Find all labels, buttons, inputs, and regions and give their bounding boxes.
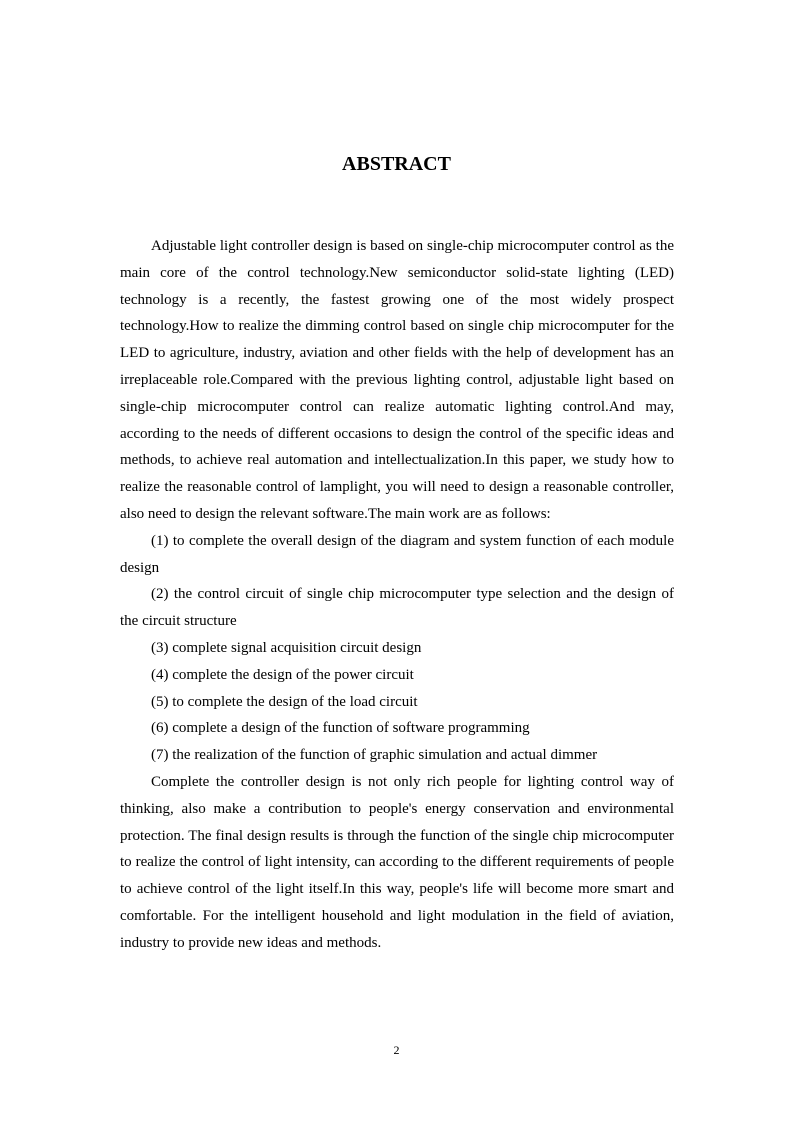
work-item-2: (2) the control circuit of single chip microcomputer type selection and the design of the circuit structure	[120, 586, 674, 630]
work-item-6: (6) complete a design of the function of software programming	[151, 720, 530, 737]
intro-paragraph: Adjustable light controller design is based on single-chip microcomputer control as the main core of the control technology.New semiconductor solid-state lighting (LED) technology is a recently, the fastest growing one of the most widely prospect technology.How to realize the dimming control based on single chip microcomputer for the LED to agriculture, industry, aviation and other fields with the help of development has an irreplaceable role.Compared with the previous lighting control, adjustable light based on single-chip microcomputer control can realize automatic lighting control.And may, according to the needs of different occasions to design the control of the specific ideas and methods, to achieve real automation and intellectualization.In this paper, we study how to realize the reasonable control of lamplight, you will need to design a reasonable controller, also need to design the relevant software.The main work are as follows:	[120, 238, 674, 522]
work-item-4: (4) complete the design of the power circuit	[151, 666, 414, 683]
work-item-1: (1) to complete the overall design of the diagram and system function of each module design	[120, 532, 674, 576]
conclusion-paragraph: Complete the controller design is not only rich people for lighting control way of thinking, also make a contribution to people's energy conservation and environmental protection. The final design results is through the function of the single chip microcomputer to realize the control of light intensity, can according to the different requirements of people to achieve control of the light itself.In this way, people's life will become more smart and comfortable. For the intelligent household and light modulation in the field of aviation, industry to provide new ideas and methods.	[120, 773, 674, 951]
work-item-7: (7) the realization of the function of graphic simulation and actual dimmer	[151, 747, 598, 764]
page-title: ABSTRACT	[342, 153, 451, 175]
work-item-5: (5) to complete the design of the load circuit	[151, 693, 418, 710]
abstract-body	[120, 233, 674, 957]
page-number: 2	[393, 1043, 400, 1057]
work-item-3: (3) complete signal acquisition circuit design	[151, 639, 422, 656]
